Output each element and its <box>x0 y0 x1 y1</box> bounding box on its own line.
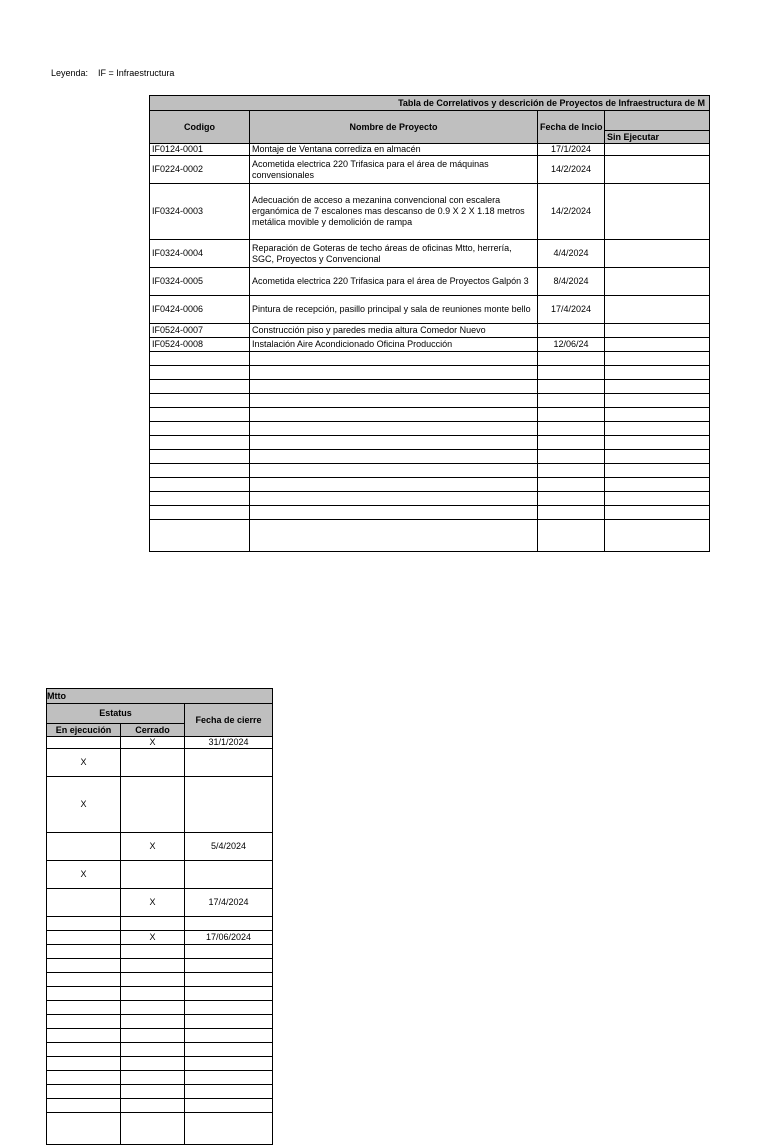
empty-cell <box>121 1071 185 1085</box>
empty-cell <box>185 1085 273 1099</box>
table-row <box>150 324 710 338</box>
fecha-inicio-cell: 4/4/2024 <box>538 240 605 268</box>
sin-ejecutar-cell <box>605 156 710 184</box>
table-row <box>150 156 710 184</box>
empty-cell <box>538 478 605 492</box>
empty-cell <box>150 380 250 394</box>
table-title: Tabla de Correlativos y descrición de Proyectos de Infraestructura de M <box>150 96 710 111</box>
empty-cell <box>121 1085 185 1099</box>
table-row <box>150 184 710 240</box>
empty-cell <box>47 1015 121 1029</box>
empty-cell <box>47 1099 121 1113</box>
nombre-cell: Reparación de Goteras de techo áreas de oficinas Mtto, herrería, SGC, Proyectos y Convencional <box>250 240 538 268</box>
fecha-cierre-cell: 5/4/2024 <box>185 833 273 861</box>
cerrado-cell <box>121 917 185 931</box>
table-row <box>150 296 710 324</box>
empty-cell <box>250 506 538 520</box>
empty-cell <box>605 408 710 422</box>
empty-row <box>47 945 273 959</box>
en-ejecucion-cell <box>47 931 121 945</box>
empty-cell <box>250 436 538 450</box>
empty-cell <box>47 1113 121 1145</box>
en-ejecucion-cell <box>47 737 121 749</box>
empty-cell <box>538 394 605 408</box>
empty-row <box>150 450 710 464</box>
sin-ejecutar-cell <box>605 144 710 156</box>
empty-row <box>150 422 710 436</box>
empty-cell <box>538 492 605 506</box>
header-fecha-inicio: Fecha de Incio <box>538 111 605 144</box>
empty-cell <box>250 450 538 464</box>
fecha-inicio-cell: 14/2/2024 <box>538 156 605 184</box>
empty-row <box>47 1015 273 1029</box>
empty-cell <box>47 973 121 987</box>
nombre-cell: Construcción piso y paredes media altura Comedor Nuevo <box>250 324 538 338</box>
empty-cell <box>250 380 538 394</box>
empty-cell <box>47 1057 121 1071</box>
legend <box>51 68 174 78</box>
empty-row <box>150 436 710 450</box>
empty-row <box>150 464 710 478</box>
empty-cell <box>150 520 250 552</box>
en-ejecucion-cell <box>47 889 121 917</box>
empty-cell <box>185 959 273 973</box>
empty-cell <box>250 478 538 492</box>
empty-cell <box>121 1029 185 1043</box>
codigo-cell: IF0224-0002 <box>150 156 250 184</box>
empty-row <box>47 1043 273 1057</box>
empty-row <box>47 1085 273 1099</box>
nombre-cell: Pintura de recepción, pasillo principal y sala de reuniones monte bello <box>250 296 538 324</box>
empty-cell <box>121 959 185 973</box>
empty-row <box>150 478 710 492</box>
header-sin-ejecutar: Sin Ejecutar <box>605 131 710 144</box>
fecha-cierre-cell <box>185 861 273 889</box>
empty-cell <box>605 394 710 408</box>
table-row <box>150 268 710 296</box>
empty-row <box>150 520 710 552</box>
empty-cell <box>150 492 250 506</box>
fecha-inicio-cell <box>538 324 605 338</box>
empty-cell <box>538 464 605 478</box>
fecha-cierre-cell: 31/1/2024 <box>185 737 273 749</box>
empty-cell <box>605 478 710 492</box>
cerrado-cell: X <box>121 833 185 861</box>
empty-cell <box>47 987 121 1001</box>
table-row <box>47 777 273 833</box>
empty-cell <box>121 945 185 959</box>
empty-cell <box>121 1043 185 1057</box>
codigo-cell: IF0324-0005 <box>150 268 250 296</box>
table-row <box>150 240 710 268</box>
nombre-cell: Acometida electrica 220 Trifasica para el área de Proyectos Galpón 3 <box>250 268 538 296</box>
empty-cell <box>250 408 538 422</box>
empty-cell <box>250 520 538 552</box>
empty-cell <box>150 436 250 450</box>
fecha-inicio-cell: 8/4/2024 <box>538 268 605 296</box>
table-row <box>47 931 273 945</box>
empty-cell <box>150 506 250 520</box>
empty-cell <box>538 450 605 464</box>
empty-cell <box>250 422 538 436</box>
empty-row <box>47 1001 273 1015</box>
cerrado-cell: X <box>121 931 185 945</box>
table-row <box>150 144 710 156</box>
empty-cell <box>538 422 605 436</box>
empty-cell <box>250 366 538 380</box>
empty-cell <box>185 1015 273 1029</box>
empty-cell <box>47 959 121 973</box>
empty-cell <box>185 1029 273 1043</box>
header-en-ejecucion: En ejecución <box>47 724 121 737</box>
empty-cell <box>250 492 538 506</box>
nombre-cell: Adecuación de acceso a mezanina convencional con escalera erganómica de 7 escalones mas descanso de 0.9 X 2 X 1.18 metros metálica movible y demolición de rampa <box>250 184 538 240</box>
empty-row <box>47 1113 273 1145</box>
empty-cell <box>250 464 538 478</box>
empty-cell <box>47 1071 121 1085</box>
en-ejecucion-cell <box>47 833 121 861</box>
empty-cell <box>150 366 250 380</box>
empty-row <box>150 352 710 366</box>
cerrado-cell: X <box>121 889 185 917</box>
empty-cell <box>121 1015 185 1029</box>
empty-row <box>150 380 710 394</box>
empty-cell <box>250 352 538 366</box>
empty-row <box>47 1099 273 1113</box>
empty-cell <box>150 464 250 478</box>
empty-cell <box>538 352 605 366</box>
codigo-cell: IF0324-0004 <box>150 240 250 268</box>
codigo-cell: IF0124-0001 <box>150 144 250 156</box>
fecha-cierre-cell: 17/06/2024 <box>185 931 273 945</box>
codigo-cell: IF0524-0008 <box>150 338 250 352</box>
empty-row <box>47 1057 273 1071</box>
codigo-cell: IF0324-0003 <box>150 184 250 240</box>
en-ejecucion-cell <box>47 917 121 931</box>
table-row <box>47 889 273 917</box>
empty-cell <box>185 1043 273 1057</box>
empty-cell <box>185 973 273 987</box>
fecha-inicio-cell: 14/2/2024 <box>538 184 605 240</box>
fecha-inicio-cell: 17/4/2024 <box>538 296 605 324</box>
projects-table-part-1 <box>149 95 705 531</box>
header-fecha-cierre: Fecha de cierre <box>185 704 273 737</box>
fecha-cierre-cell <box>185 777 273 833</box>
table-row <box>47 737 273 749</box>
table-row <box>150 338 710 352</box>
empty-cell <box>185 945 273 959</box>
fecha-cierre-cell: 17/4/2024 <box>185 889 273 917</box>
empty-row <box>150 394 710 408</box>
empty-cell <box>47 1029 121 1043</box>
en-ejecucion-cell: X <box>47 777 121 833</box>
empty-cell <box>605 366 710 380</box>
empty-cell <box>185 1071 273 1085</box>
empty-cell <box>538 520 605 552</box>
fecha-inicio-cell: 17/1/2024 <box>538 144 605 156</box>
table-row <box>47 833 273 861</box>
empty-row <box>150 366 710 380</box>
table-row <box>47 917 273 931</box>
empty-cell <box>121 1057 185 1071</box>
empty-cell <box>538 366 605 380</box>
empty-cell <box>185 1057 273 1071</box>
nombre-cell: Instalación Aire Acondicionado Oficina Producción <box>250 338 538 352</box>
nombre-cell: Montaje de Ventana corrediza en almacén <box>250 144 538 156</box>
sin-ejecutar-cell <box>605 268 710 296</box>
cerrado-cell: X <box>121 737 185 749</box>
cerrado-cell <box>121 861 185 889</box>
empty-cell <box>121 973 185 987</box>
table-title-continued: Mtto <box>47 689 273 704</box>
empty-row <box>150 408 710 422</box>
fecha-inicio-cell: 12/06/24 <box>538 338 605 352</box>
header-estatus-blank <box>605 111 710 131</box>
legend-label: Leyenda: <box>51 68 89 78</box>
sin-ejecutar-cell <box>605 184 710 240</box>
projects-table-part-2 <box>48 688 272 1024</box>
empty-cell <box>605 450 710 464</box>
empty-cell <box>121 1001 185 1015</box>
empty-cell <box>538 506 605 520</box>
empty-cell <box>605 380 710 394</box>
empty-row <box>47 973 273 987</box>
empty-row <box>47 1071 273 1085</box>
empty-cell <box>150 408 250 422</box>
empty-cell <box>150 352 250 366</box>
empty-cell <box>185 1099 273 1113</box>
table-row <box>47 861 273 889</box>
empty-cell <box>185 1001 273 1015</box>
empty-row <box>150 506 710 520</box>
fecha-cierre-cell <box>185 917 273 931</box>
empty-row <box>47 987 273 1001</box>
empty-row <box>47 959 273 973</box>
header-nombre: Nombre de Proyecto <box>250 111 538 144</box>
en-ejecucion-cell: X <box>47 861 121 889</box>
empty-cell <box>121 1099 185 1113</box>
empty-cell <box>185 987 273 1001</box>
empty-cell <box>150 394 250 408</box>
empty-cell <box>250 394 538 408</box>
empty-cell <box>121 987 185 1001</box>
header-estatus: Estatus <box>47 704 185 724</box>
sin-ejecutar-cell <box>605 324 710 338</box>
empty-cell <box>605 352 710 366</box>
empty-cell <box>538 380 605 394</box>
fecha-cierre-cell <box>185 749 273 777</box>
empty-cell <box>538 436 605 450</box>
empty-cell <box>605 492 710 506</box>
header-cerrado: Cerrado <box>121 724 185 737</box>
empty-cell <box>150 478 250 492</box>
empty-cell <box>185 1113 273 1145</box>
empty-row <box>47 1029 273 1043</box>
sin-ejecutar-cell <box>605 240 710 268</box>
codigo-cell: IF0524-0007 <box>150 324 250 338</box>
sin-ejecutar-cell <box>605 296 710 324</box>
header-codigo: Codigo <box>150 111 250 144</box>
legend-text: IF = Infraestructura <box>98 68 175 78</box>
empty-cell <box>47 945 121 959</box>
empty-cell <box>47 1001 121 1015</box>
empty-row <box>150 492 710 506</box>
cerrado-cell <box>121 749 185 777</box>
table-row <box>47 749 273 777</box>
cerrado-cell <box>121 777 185 833</box>
empty-cell <box>605 464 710 478</box>
empty-cell <box>605 520 710 552</box>
empty-cell <box>605 436 710 450</box>
nombre-cell: Acometida electrica 220 Trifasica para el área de máquinas convensionales <box>250 156 538 184</box>
sin-ejecutar-cell <box>605 338 710 352</box>
en-ejecucion-cell: X <box>47 749 121 777</box>
empty-cell <box>47 1085 121 1099</box>
empty-cell <box>605 422 710 436</box>
empty-cell <box>605 506 710 520</box>
empty-cell <box>150 422 250 436</box>
empty-cell <box>150 450 250 464</box>
empty-cell <box>121 1113 185 1145</box>
empty-cell <box>538 408 605 422</box>
empty-cell <box>47 1043 121 1057</box>
codigo-cell: IF0424-0006 <box>150 296 250 324</box>
